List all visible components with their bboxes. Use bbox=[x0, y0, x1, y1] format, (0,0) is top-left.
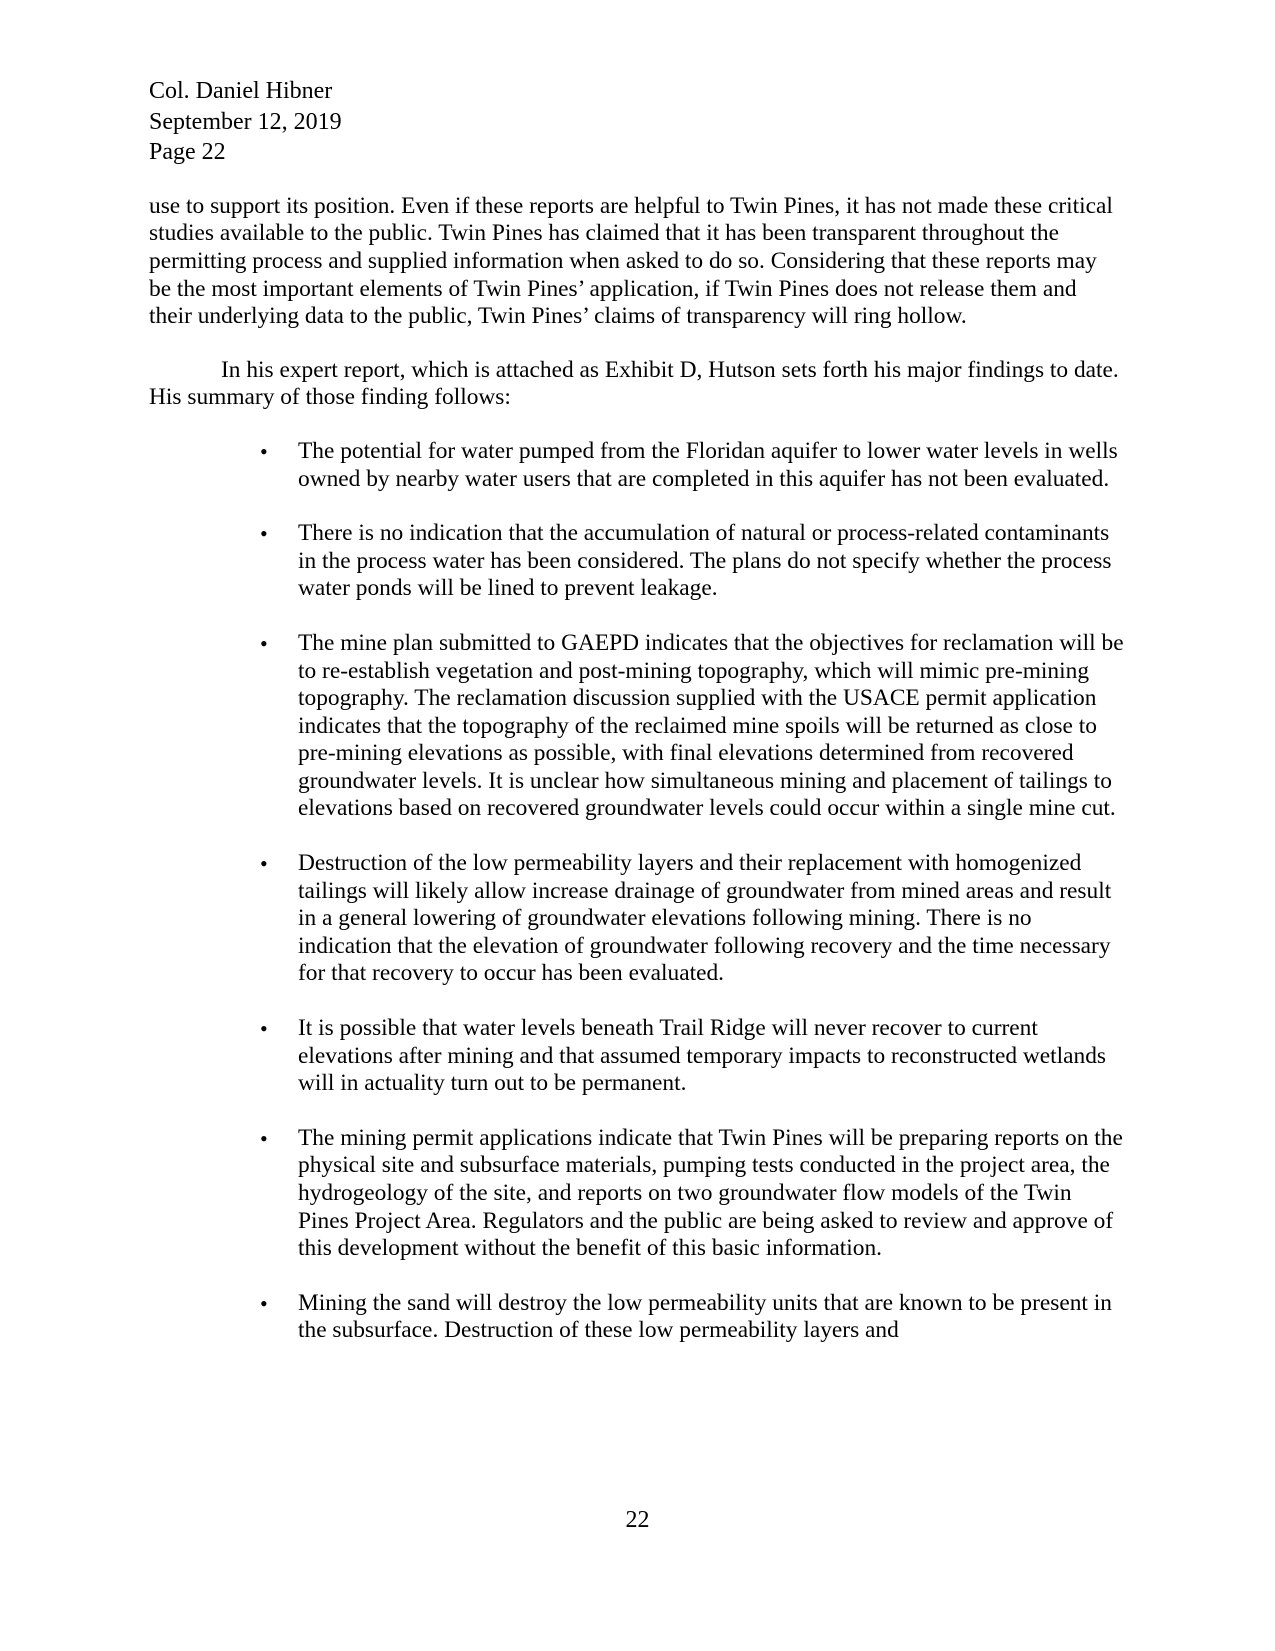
list-item bbox=[260, 437, 1124, 493]
document-page bbox=[149, 76, 1124, 1372]
findings-list bbox=[149, 438, 1124, 1345]
bullet-icon: • bbox=[260, 438, 268, 464]
letter-date: September 12, 2019 bbox=[149, 108, 342, 135]
list-item bbox=[260, 629, 1124, 823]
footer-page-number: 22 bbox=[625, 1507, 650, 1533]
bullet-icon: • bbox=[260, 1016, 268, 1042]
list-item bbox=[260, 850, 1124, 988]
list-item bbox=[260, 1124, 1124, 1263]
list-item bbox=[260, 1015, 1124, 1098]
list-item bbox=[260, 520, 1124, 603]
bullet-icon: • bbox=[260, 1290, 268, 1316]
recipient-name: Col. Daniel Hibner bbox=[149, 78, 333, 104]
list-item bbox=[260, 1289, 1124, 1345]
finding-text: The mining permit applications indicate that Twin Pines will be preparing reports on the physical site and subsurface materials, pumping tests conducted in the project area, the hydrogeology of the site, and reports on two groundwater flow models of the Twin Pines Project Area. Regulators and the public are being asked to review and approve of this development without the benefit of this basic information. bbox=[298, 1124, 1123, 1262]
bullet-icon: • bbox=[260, 851, 268, 877]
bullet-icon: • bbox=[260, 521, 268, 547]
bullet-icon: • bbox=[260, 1125, 268, 1151]
finding-text: Destruction of the low permeability layers and their replacement with homogenized tailings will likely allow increase drainage of groundwater from mined areas and result in a general lowering of groundwater elevations following mining. There is no indication that the elevation of groundwater following recovery and the time necessary for that recovery to occur has been evaluated. bbox=[298, 850, 1112, 987]
finding-text: It is possible that water levels beneath Trail Ridge will never recover to current elevations after mining and that assumed temporary impacts to reconstructed wetlands will in actuality turn out to be permanent. bbox=[298, 1015, 1107, 1097]
finding-text: The mine plan submitted to GAEPD indicates that the objectives for reclamation will be to re-establish vegetation and post-mining topography, which will mimic pre-mining topography. The reclamation discussion supplied with the USACE permit application indicates that the topography of the reclaimed mine spoils will be returned as close to pre-mining elevations as possible, with final elevations determined from recovered groundwater levels. It is unclear how simultaneous mining and placement of tailings to elevations based on recovered groundwater levels could occur within a single mine cut. bbox=[298, 629, 1124, 822]
letter-header bbox=[149, 76, 1124, 168]
body-paragraph-continued: use to support its position. Even if these reports are helpful to Twin Pines, it has not made these critical studies available to the public. Twin Pines has claimed that it has been transparent throughout the permitting process and supplied information when asked to do so. Considering that these reports may be the most important elements of Twin Pines’ application, if Twin Pines does not release them and their underlying data to the public, Twin Pines’ claims of transparency will ring hollow. bbox=[149, 192, 1113, 330]
finding-text: There is no indication that the accumulation of natural or process-related contaminants in the process water has been considered. The plans do not specify whether the process water ponds will be lined to prevent leakage. bbox=[298, 520, 1112, 602]
finding-text: The potential for water pumped from the Floridan aquifer to lower water levels in wells owned by nearby water users that are completed in this aquifer has not been evaluated. bbox=[298, 437, 1118, 492]
bullet-icon: • bbox=[260, 630, 268, 656]
page-label: Page 22 bbox=[149, 139, 226, 166]
body-paragraph-findings-intro: In his expert report, which is attached as Exhibit D, Hutson sets forth his major findings to date. His summary of those finding follows: bbox=[149, 356, 1119, 411]
finding-text: Mining the sand will destroy the low permeability units that are known to be present in the subsurface. Destruction of these low permeability layers and bbox=[298, 1289, 1112, 1344]
